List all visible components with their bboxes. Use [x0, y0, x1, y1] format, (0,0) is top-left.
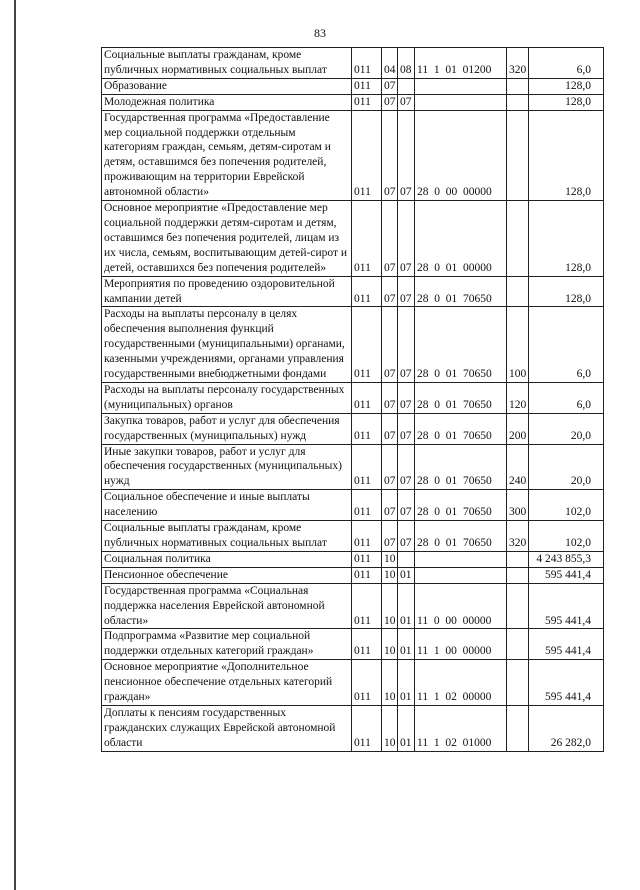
- expense-type-cell: 200: [507, 413, 529, 444]
- subsection-code-cell: 08: [398, 48, 415, 79]
- ministry-code-cell: 011: [352, 521, 382, 552]
- amount-cell: 102,0: [529, 490, 604, 521]
- table-row: [102, 660, 604, 706]
- row-name-cell: Расходы на выплаты персоналу в целях обеспечения выполнения функций государственными (муниципальными) органами, казенными учреждениями, органами управления государственными внебюджетными фондами: [102, 307, 352, 383]
- ministry-code-cell: 011: [352, 276, 382, 307]
- expense-type-cell: 320: [507, 48, 529, 79]
- amount-cell: 6,0: [529, 48, 604, 79]
- subsection-code-cell: 07: [398, 521, 415, 552]
- expense-type-cell: [507, 660, 529, 706]
- program-code-cell: 28 0 01 70650: [415, 382, 507, 413]
- amount-cell: 4 243 855,3: [529, 551, 604, 567]
- expense-type-cell: [507, 705, 529, 751]
- section-code-cell: 07: [382, 307, 398, 383]
- amount-cell: 595 441,4: [529, 629, 604, 660]
- program-code-cell: 28 0 01 70650: [415, 413, 507, 444]
- section-code-cell: 10: [382, 629, 398, 660]
- row-name-cell: Мероприятия по проведению оздоровительной кампании детей: [102, 276, 352, 307]
- section-code-cell: 04: [382, 48, 398, 79]
- subsection-code-cell: 07: [398, 307, 415, 383]
- subsection-code-cell: 07: [398, 94, 415, 110]
- program-code-cell: 28 0 01 70650: [415, 307, 507, 383]
- budget-table: [101, 47, 604, 752]
- subsection-code-cell: 07: [398, 110, 415, 200]
- section-code-cell: 07: [382, 490, 398, 521]
- subsection-code-cell: 07: [398, 413, 415, 444]
- program-code-cell: [415, 567, 507, 583]
- expense-type-cell: 300: [507, 490, 529, 521]
- program-code-cell: 28 0 01 70650: [415, 276, 507, 307]
- expense-type-cell: [507, 567, 529, 583]
- table-row: [102, 382, 604, 413]
- ministry-code-cell: 011: [352, 660, 382, 706]
- section-code-cell: 07: [382, 444, 398, 490]
- ministry-code-cell: 011: [352, 444, 382, 490]
- ministry-code-cell: 011: [352, 307, 382, 383]
- row-name-cell: Государственная программа «Социальная поддержка населения Еврейской автономной области»: [102, 583, 352, 629]
- program-code-cell: [415, 94, 507, 110]
- row-name-cell: Закупка товаров, работ и услуг для обеспечения государственных (муниципальных) нужд: [102, 413, 352, 444]
- amount-cell: 6,0: [529, 307, 604, 383]
- section-code-cell: 07: [382, 78, 398, 94]
- ministry-code-cell: 011: [352, 551, 382, 567]
- row-name-cell: Образование: [102, 78, 352, 94]
- table-row: [102, 78, 604, 94]
- amount-cell: 6,0: [529, 382, 604, 413]
- section-code-cell: 07: [382, 110, 398, 200]
- subsection-code-cell: 07: [398, 382, 415, 413]
- section-code-cell: 10: [382, 567, 398, 583]
- table-row: [102, 110, 604, 200]
- expense-type-cell: [507, 276, 529, 307]
- ministry-code-cell: 011: [352, 629, 382, 660]
- table-row: [102, 629, 604, 660]
- row-name-cell: Основное мероприятие «Предоставление мер социальной поддержки детям-сиротам и детям, оставшимся без попечения родителей, лицам из их числа, семьям, воспитывающим детей-сирот и детей, оставшихся без попечения родителей»: [102, 201, 352, 277]
- table-row: [102, 94, 604, 110]
- amount-cell: 20,0: [529, 444, 604, 490]
- expense-type-cell: [507, 94, 529, 110]
- expense-type-cell: 100: [507, 307, 529, 383]
- program-code-cell: [415, 78, 507, 94]
- program-code-cell: 11 1 00 00000: [415, 629, 507, 660]
- amount-cell: 128,0: [529, 94, 604, 110]
- expense-type-cell: [507, 110, 529, 200]
- amount-cell: 128,0: [529, 78, 604, 94]
- ministry-code-cell: 011: [352, 705, 382, 751]
- row-name-cell: Социальные выплаты гражданам, кроме публичных нормативных социальных выплат: [102, 48, 352, 79]
- table-row: [102, 583, 604, 629]
- program-code-cell: [415, 551, 507, 567]
- program-code-cell: 28 0 01 70650: [415, 521, 507, 552]
- section-code-cell: 10: [382, 705, 398, 751]
- program-code-cell: 28 0 01 00000: [415, 201, 507, 277]
- subsection-code-cell: 01: [398, 705, 415, 751]
- program-code-cell: 11 1 02 01000: [415, 705, 507, 751]
- row-name-cell: Социальная политика: [102, 551, 352, 567]
- table-row: [102, 705, 604, 751]
- subsection-code-cell: 07: [398, 444, 415, 490]
- program-code-cell: 11 1 01 01200: [415, 48, 507, 79]
- row-name-cell: Доплаты к пенсиям государственных гражданских служащих Еврейской автономной области: [102, 705, 352, 751]
- table-row: [102, 551, 604, 567]
- table-row: [102, 490, 604, 521]
- ministry-code-cell: 011: [352, 201, 382, 277]
- table-row: [102, 413, 604, 444]
- amount-cell: 595 441,4: [529, 660, 604, 706]
- expense-type-cell: [507, 629, 529, 660]
- expense-type-cell: 120: [507, 382, 529, 413]
- row-name-cell: Расходы на выплаты персоналу государственных (муниципальных) органов: [102, 382, 352, 413]
- section-code-cell: 07: [382, 276, 398, 307]
- row-name-cell: Государственная программа «Предоставление мер социальной поддержки отдельным категориям граждан, семьям, детям-сиротам и детям, оставшимся без попечения родителей, проживающим на территории Еврейской автономной области»: [102, 110, 352, 200]
- subsection-code-cell: 07: [398, 201, 415, 277]
- ministry-code-cell: 011: [352, 78, 382, 94]
- amount-cell: 102,0: [529, 521, 604, 552]
- amount-cell: 595 441,4: [529, 567, 604, 583]
- amount-cell: 20,0: [529, 413, 604, 444]
- ministry-code-cell: 011: [352, 110, 382, 200]
- subsection-code-cell: 01: [398, 583, 415, 629]
- expense-type-cell: 240: [507, 444, 529, 490]
- subsection-code-cell: 01: [398, 660, 415, 706]
- row-name-cell: Подпрограмма «Развитие мер социальной поддержки отдельных категорий граждан»: [102, 629, 352, 660]
- ministry-code-cell: 011: [352, 583, 382, 629]
- ministry-code-cell: 011: [352, 48, 382, 79]
- row-name-cell: Молодежная политика: [102, 94, 352, 110]
- page-number: 83: [314, 26, 326, 40]
- amount-cell: 128,0: [529, 110, 604, 200]
- ministry-code-cell: 011: [352, 490, 382, 521]
- section-code-cell: 07: [382, 382, 398, 413]
- subsection-code-cell: 01: [398, 629, 415, 660]
- row-name-cell: Пенсионное обеспечение: [102, 567, 352, 583]
- ministry-code-cell: 011: [352, 413, 382, 444]
- row-name-cell: Социальные выплаты гражданам, кроме публичных нормативных социальных выплат: [102, 521, 352, 552]
- amount-cell: 26 282,0: [529, 705, 604, 751]
- table-row: [102, 444, 604, 490]
- subsection-code-cell: [398, 551, 415, 567]
- table-row: [102, 201, 604, 277]
- expense-type-cell: [507, 583, 529, 629]
- section-code-cell: 07: [382, 521, 398, 552]
- amount-cell: 128,0: [529, 201, 604, 277]
- ministry-code-cell: 011: [352, 94, 382, 110]
- table-row: [102, 567, 604, 583]
- section-code-cell: 07: [382, 94, 398, 110]
- row-name-cell: Основное мероприятие «Дополнительное пенсионное обеспечение отдельных категорий граждан»: [102, 660, 352, 706]
- budget-table-body: [102, 48, 604, 752]
- section-code-cell: 07: [382, 413, 398, 444]
- expense-type-cell: [507, 78, 529, 94]
- ministry-code-cell: 011: [352, 382, 382, 413]
- expense-type-cell: [507, 551, 529, 567]
- amount-cell: 128,0: [529, 276, 604, 307]
- section-code-cell: 10: [382, 660, 398, 706]
- expense-type-cell: 320: [507, 521, 529, 552]
- subsection-code-cell: 07: [398, 490, 415, 521]
- amount-cell: 595 441,4: [529, 583, 604, 629]
- subsection-code-cell: 07: [398, 276, 415, 307]
- table-row: [102, 307, 604, 383]
- row-name-cell: Иные закупки товаров, работ и услуг для обеспечения государственных (муниципальных) нужд: [102, 444, 352, 490]
- ministry-code-cell: 011: [352, 567, 382, 583]
- row-name-cell: Социальное обеспечение и иные выплаты населению: [102, 490, 352, 521]
- table-row: [102, 48, 604, 79]
- table-row: [102, 521, 604, 552]
- program-code-cell: 11 0 00 00000: [415, 583, 507, 629]
- scan-edge-line: [14, 0, 16, 890]
- section-code-cell: 10: [382, 551, 398, 567]
- section-code-cell: 10: [382, 583, 398, 629]
- subsection-code-cell: 01: [398, 567, 415, 583]
- program-code-cell: 11 1 02 00000: [415, 660, 507, 706]
- program-code-cell: 28 0 01 70650: [415, 444, 507, 490]
- table-row: [102, 276, 604, 307]
- subsection-code-cell: [398, 78, 415, 94]
- expense-type-cell: [507, 201, 529, 277]
- section-code-cell: 07: [382, 201, 398, 277]
- program-code-cell: 28 0 01 70650: [415, 490, 507, 521]
- program-code-cell: 28 0 00 00000: [415, 110, 507, 200]
